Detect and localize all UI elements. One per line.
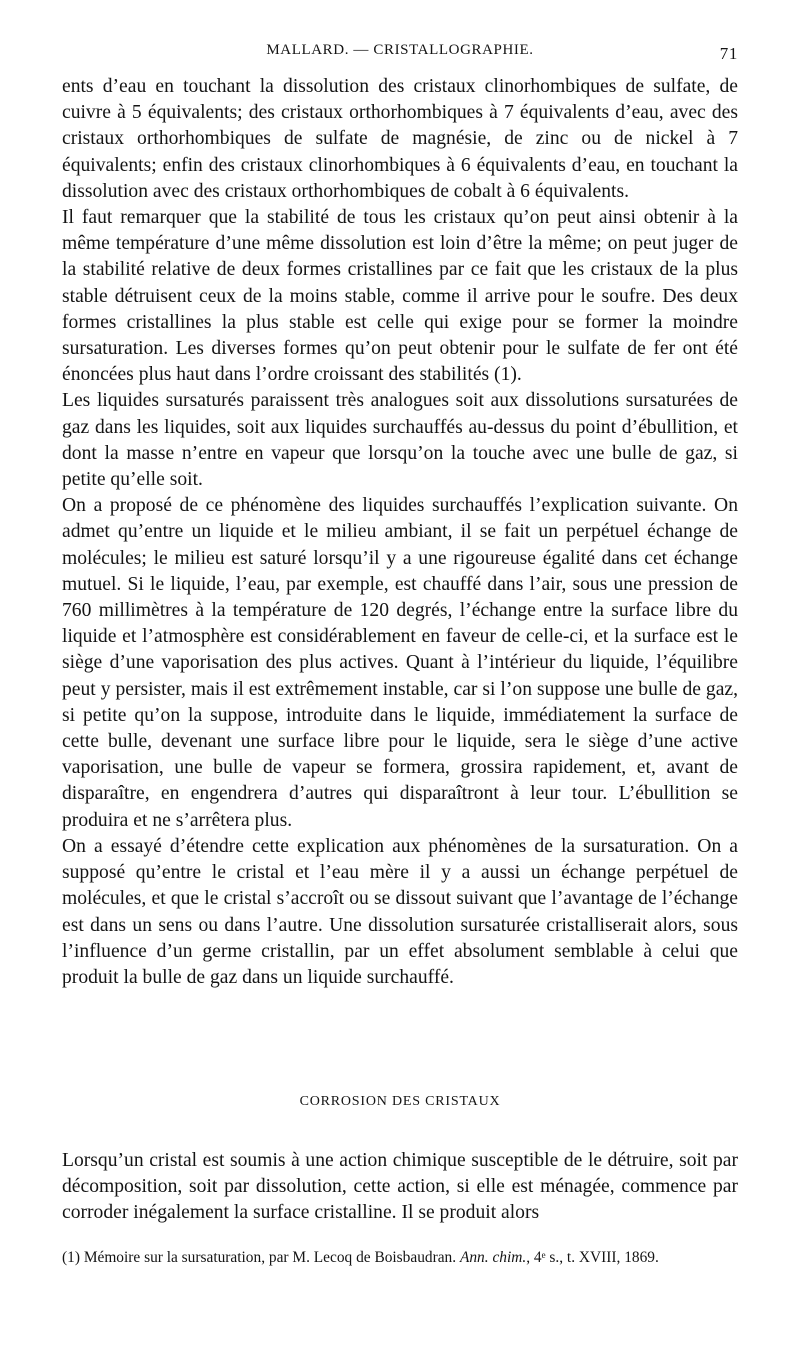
paragraph-corrosion: Lorsqu’un cristal est soumis à une action chimique susceptible de le détruire, soit par décomposition, soit par dissolution, cette action, si elle est ménagée, commence par corroder inégalement la surface cristalline. Il se produit alors: [62, 1150, 738, 1224]
paragraph-continuation: ents d’eau en touchant la dissolution des cristaux clinorhombiques de sulfate, de cuivre à 5 équivalents; des cristaux orthorhombiques à 7 équivalents d’eau, avec des cristaux orthorhombiques de sulfate de magnésie, de zinc ou de nickel à 7 équivalents; enfin des cristaux clinorhombiques à 6 équivalents d’eau, en touchant la dissolution avec des cristaux orthorhombiques de cobalt à 6 équivalents.: [62, 76, 738, 202]
page-number: 71: [719, 44, 738, 63]
footnote: [62, 1248, 738, 1268]
body-text: [62, 74, 738, 991]
section-text: [62, 1148, 738, 1227]
running-head: [62, 42, 738, 66]
paragraph-supersaturated-liquids: Les liquides sursaturés paraissent très analogues soit aux dissolutions sursaturées de gaz dans les liquides, soit aux liquides surchauffés au-dessus du point d’ébullition, et dont la masse n’entre en vapeur que lorsqu’on la touche avec une bulle de gaz, si petite qu’elle soit.: [62, 390, 738, 491]
paragraph-superheated-explanation: On a proposé de ce phénomène des liquides surchauffés l’explication suivante. On admet qu’entre un liquide et le milieu ambiant, il se fait un perpétuel échange de molécules; le milieu est saturé lorsqu’il y a une rigoureuse égalité dans cet échange mutuel. Si le liquide, l’eau, par exemple, est chauffé dans l’air, sous une pression de 760 millimètres à la température de 120 degrés, l’échange entre la surface libre du liquide et l’atmosphère est considérablement en faveur de celle-ci, et la surface est le siège d’une vaporisation des plus actives. Quant à l’intérieur du liquide, l’équilibre peut y persister, mais il est extrêmement instable, car si l’on suppose une bulle de gaz, si petite qu’on la suppose, introduite dans le liquide, immédiatement la surface de cette bulle, devenant une surface libre pour le liquide, sera le siège d’une active vaporisation, une bulle de vapeur se formera, grossira rapidement, et, avant de disparaître, en engendrera d’autres qui disparaîtront à leur tour. L’ébullition se produira et ne s’arrêtera plus.: [62, 495, 738, 831]
running-title: MALLARD. — CRISTALLOGRAPHIE.: [266, 42, 534, 58]
footnote-journal: Ann. chim.: [459, 1249, 527, 1266]
footnote-reference: , 4ᵉ s., t. XVIII, 1869.: [526, 1249, 659, 1266]
footnote-text: Mémoire sur la sursaturation, par M. Lecoq de Boisbaudran.: [83, 1249, 457, 1266]
paragraph-stability: Il faut remarquer que la stabilité de tous les cristaux qu’on peut ainsi obtenir à la même température d’une même dissolution est loin d’être la même; on peut juger de la stabilité relative de deux formes cristallines par ce fait que les cristaux de la plus stable détruisent ceux de la moins stable, comme il arrive pour le soufre. Des deux formes cristallines la plus stable est celle qui exige pour se former la moindre sursaturation. Les diverses formes qu’on peut obtenir pour le sulfate de fer ont été énoncées plus haut dans l’ordre croissant des stabilités (1).: [62, 207, 738, 386]
section-heading: CORROSION DES CRISTAUX: [299, 1094, 501, 1109]
paragraph-supersaturation-extension: On a essayé d’étendre cette explication aux phénomènes de la sursaturation. On a supposé qu’entre le cristal et l’eau mère il y a aussi un échange perpétuel de molécules, et que le cristal s’accroît ou se dissout suivant que l’avantage de l’échange est dans un sens ou dans l’autre. Une dissolution sursaturée cristalliserait alors, sous l’influence d’un germe cristallin, par un effet absolument semblable à celui que produit la bulle de gaz dans un liquide surchauffé.: [62, 835, 738, 988]
footnote-marker: (1): [62, 1249, 80, 1266]
